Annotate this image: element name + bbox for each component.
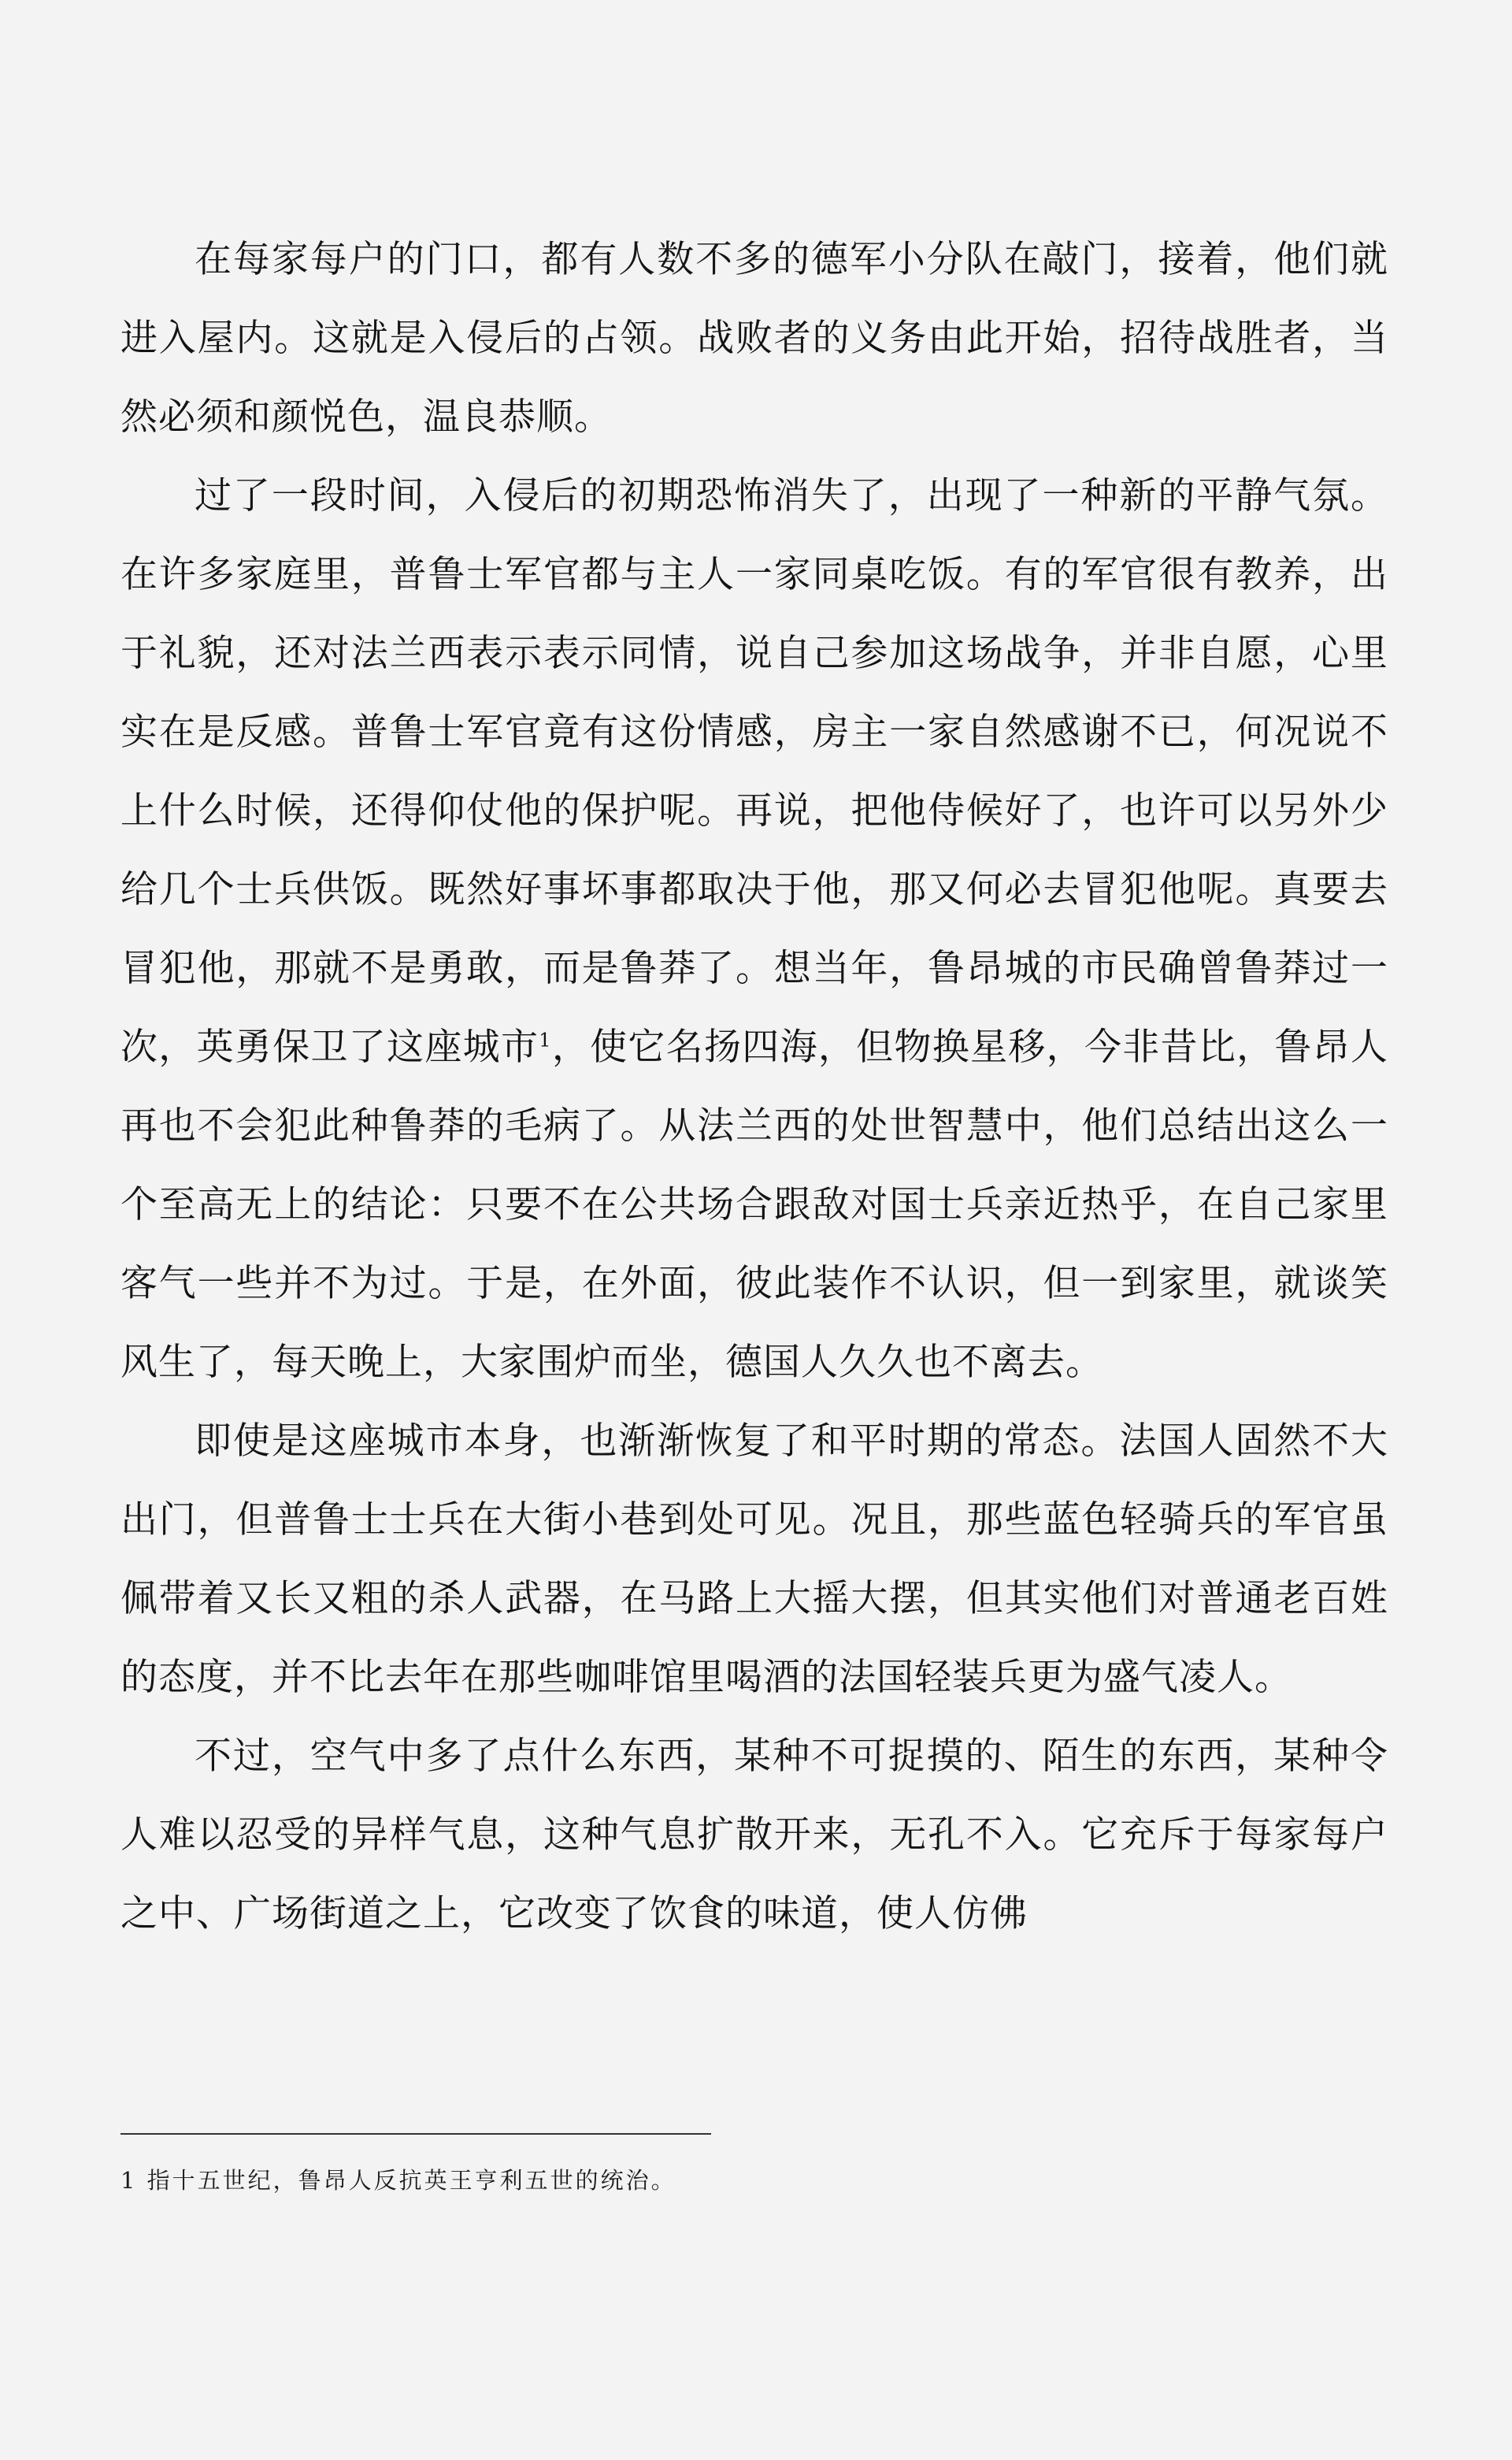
paragraph-1: 在每家每户的门口，都有人数不多的德军小分队在敲门，接着，他们就进入屋内。这就是入侵后的占领。战败者的义务由此开始，招待战胜者，当然必须和颜悦色，温良恭顺。 bbox=[120, 238, 1388, 439]
paragraph-2-text-after-note: ，使它名扬四海，但物换星移，今非昔比，鲁昂人再也不会犯此种鲁莽的毛病了。从法兰西的处世智慧中，他们总结出这么一个至高无上的结论：只要不在公共场合跟敌对国士兵亲近热乎，在自己家里客气一些并不为过。于是，在外面，彼此装作不认识，但一到家里，就谈笑风生了，每天晚上，大家围炉而坐，德国人久久也不离去。 bbox=[120, 1026, 1389, 1384]
footnote: 1 指十五世纪，鲁昂人反抗英王亨利五世的统治。 bbox=[120, 2167, 676, 2194]
paragraph-2 bbox=[120, 457, 1388, 1402]
paragraph-3: 即使是这座城市本身，也渐渐恢复了和平时期的常态。法国人固然不大出门，但普鲁士士兵在大街小巷到处可见。况且，那些蓝色轻骑兵的军官虽佩带着又长又粗的杀人武器，在马路上大摇大摆，但其实他们对普通老百姓的态度，并不比去年在那些咖啡馆里喝酒的法国轻装兵更为盛气凌人。 bbox=[120, 1419, 1388, 1699]
footnote-marker[interactable]: 1 bbox=[539, 1029, 552, 1052]
footnote-divider bbox=[120, 2133, 711, 2135]
paragraph-2-text-before-note: 过了一段时间，入侵后的初期恐怖消失了，出现了一种新的平静气氛。在许多家庭里，普鲁士军官都与主人一家同桌吃饭。有的军官很有教养，出于礼貌，还对法兰西表示表示同情，说自己参加这场战争，并非自愿，心里实在是反感。普鲁士军官竟有这份情感，房主一家自然感谢不已，何况说不上什么时候，还得仰仗他的保护呢。再说，把他侍候好了，也许可以另外少给几个士兵供饭。既然好事坏事都取决于他，那又何必去冒犯他呢。真要去冒犯他，那就不是勇敢，而是鲁莽了。想当年，鲁昂城的市民确曾鲁莽过一次，英勇保卫了这座城市 bbox=[120, 474, 1388, 1069]
body-text bbox=[120, 221, 1388, 1954]
paragraph-4: 不过，空气中多了点什么东西，某种不可捉摸的、陌生的东西，某种令人难以忍受的异样气息，这种气息扩散开来，无孔不入。它充斥于每家每户之中、广场街道之上，它改变了饮食的味道，使人仿佛 bbox=[120, 1735, 1388, 1935]
